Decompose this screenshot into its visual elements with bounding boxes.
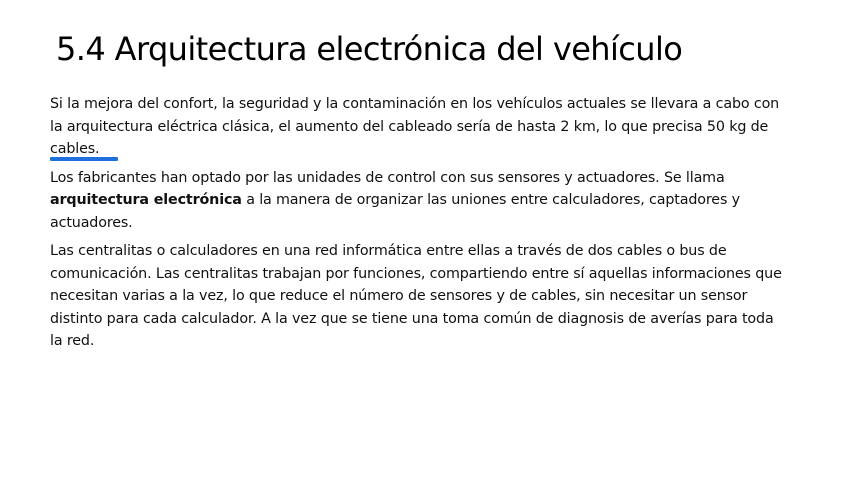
bold-term-arquitectura-electronica: arquitectura electrónica bbox=[50, 192, 242, 208]
paragraph-fabricantes-text-before: Los fabricantes han optado por las unidades de control con sus sensores y actuadores. Se llama bbox=[50, 169, 725, 186]
paragraph-fabricantes bbox=[50, 167, 790, 235]
paragraph-centralitas: Las centralitas o calculadores en una red informática entre ellas a través de dos cables o bus de comunicación. Las centralitas trabajan por funciones, compartiendo entre sí aquellas informaciones que necesitan varias a la vez, lo que reduce el número de sensores y de cables, sin necesitar un sensor distinto para cada calculador. A la vez que se tiene una toma común de diagnosis de averías para toda la red. bbox=[50, 243, 782, 349]
slide-body bbox=[50, 93, 790, 359]
paragraph-fabricantes-text-after: a la manera de organizar las uniones entre calculadores, captadores y actuadores. bbox=[50, 192, 740, 231]
paragraph-cableado: Si la mejora del confort, la seguridad y la contaminación en los vehículos actuales se llevara a cabo con la arquitectura eléctrica clásica, el aumento del cableado sería de hasta 2 km, lo que precisa 50 kg de cables. bbox=[50, 96, 780, 157]
highlight-underline bbox=[50, 157, 118, 161]
slide-title: 5.4 Arquitectura electrónica del vehículo bbox=[56, 30, 683, 68]
